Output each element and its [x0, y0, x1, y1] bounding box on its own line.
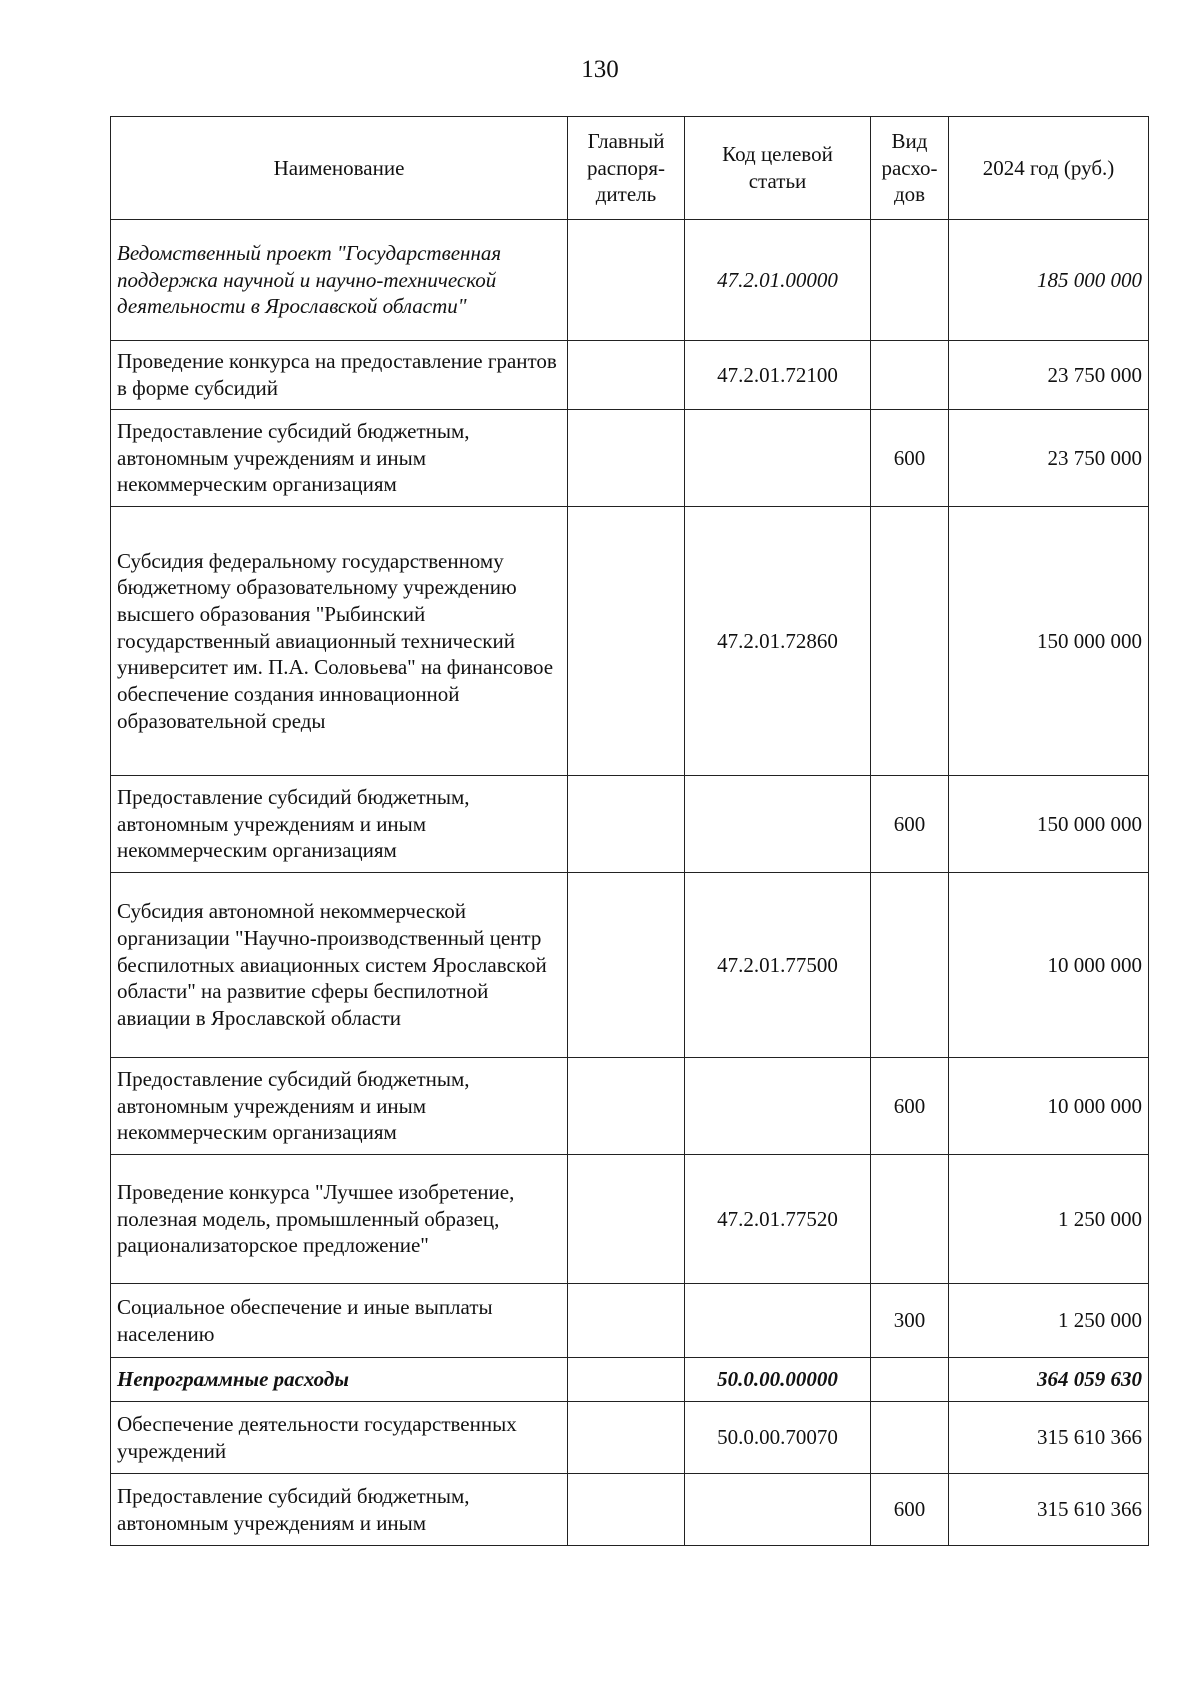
row-name: Обеспечение деятельности государственных учреждений: [111, 1402, 568, 1474]
row-name: Проведение конкурса "Лучшее изобретение, полезная модель, промышленный образец, рационализаторское предложение": [111, 1155, 568, 1284]
row-target-code: 47.2.01.72860: [685, 507, 871, 776]
row-main-manager: [568, 873, 685, 1058]
row-expense-kind: 600: [871, 410, 949, 507]
row-amount: 1 250 000: [949, 1284, 1149, 1358]
row-expense-kind: [871, 873, 949, 1058]
row-main-manager: [568, 1358, 685, 1402]
row-expense-kind: [871, 341, 949, 410]
table-row: [111, 1155, 1149, 1284]
row-name: Субсидия автономной некоммерческой организации "Научно-производственный центр беспилотных авиационных систем Ярославской области" на развитие сферы беспилотной авиации в Ярославской области: [111, 873, 568, 1058]
header-name: Наименование: [111, 117, 568, 220]
row-expense-kind: 600: [871, 1058, 949, 1155]
row-target-code: [685, 776, 871, 873]
row-main-manager: [568, 1058, 685, 1155]
row-main-manager: [568, 410, 685, 507]
row-main-manager: [568, 1402, 685, 1474]
row-name: Предоставление субсидий бюджетным, автономным учреждениям и иным некоммерческим организациям: [111, 410, 568, 507]
row-amount: 364 059 630: [949, 1358, 1149, 1402]
row-name: Социальное обеспечение и иные выплаты населению: [111, 1284, 568, 1358]
row-name: Ведомственный проект "Государственная поддержка научной и научно-технической деятельности в Ярославской области": [111, 220, 568, 341]
row-name: Проведение конкурса на предоставление грантов в форме субсидий: [111, 341, 568, 410]
row-amount: 150 000 000: [949, 776, 1149, 873]
row-main-manager: [568, 507, 685, 776]
row-target-code: 50.0.00.00000: [685, 1358, 871, 1402]
row-main-manager: [568, 1284, 685, 1358]
header-amount-2024: 2024 год (руб.): [949, 117, 1149, 220]
header-expense-kind: Вид расхо-дов: [871, 117, 949, 220]
row-amount: 315 610 366: [949, 1402, 1149, 1474]
row-expense-kind: 300: [871, 1284, 949, 1358]
row-name: Предоставление субсидий бюджетным, автономным учреждениям и иным некоммерческим организациям: [111, 1058, 568, 1155]
row-expense-kind: 600: [871, 776, 949, 873]
row-main-manager: [568, 220, 685, 341]
row-amount: 10 000 000: [949, 1058, 1149, 1155]
row-main-manager: [568, 341, 685, 410]
row-target-code: [685, 410, 871, 507]
table-row: [111, 1402, 1149, 1474]
row-main-manager: [568, 1155, 685, 1284]
row-target-code: [685, 1284, 871, 1358]
row-expense-kind: 600: [871, 1474, 949, 1546]
row-main-manager: [568, 776, 685, 873]
row-amount: 185 000 000: [949, 220, 1149, 341]
table-row: [111, 1058, 1149, 1155]
row-expense-kind: [871, 507, 949, 776]
table-row: [111, 410, 1149, 507]
row-name: Непрограммные расходы: [111, 1358, 568, 1402]
header-main-manager: Главный распоря-дитель: [568, 117, 685, 220]
row-target-code: [685, 1474, 871, 1546]
row-target-code: 47.2.01.00000: [685, 220, 871, 341]
table-row: [111, 1474, 1149, 1546]
row-name: Предоставление субсидий бюджетным, автономным учреждениям и иным: [111, 1474, 568, 1546]
row-amount: 150 000 000: [949, 507, 1149, 776]
row-expense-kind: [871, 1402, 949, 1474]
row-name: Субсидия федеральному государственному бюджетному образовательному учреждению высшего образования "Рыбинский государственный авиационный технический университет им. П.А. Соловьева" на финансовое обеспечение создания инновационной образовательной среды: [111, 507, 568, 776]
row-expense-kind: [871, 220, 949, 341]
table-row: [111, 1284, 1149, 1358]
table-row: [111, 220, 1149, 341]
row-target-code: 47.2.01.77520: [685, 1155, 871, 1284]
row-amount: 1 250 000: [949, 1155, 1149, 1284]
table-row: [111, 776, 1149, 873]
row-expense-kind: [871, 1155, 949, 1284]
table-header-row: [111, 117, 1149, 220]
table-row: [111, 873, 1149, 1058]
budget-table: [110, 116, 1149, 1546]
row-amount: 315 610 366: [949, 1474, 1149, 1546]
row-expense-kind: [871, 1358, 949, 1402]
row-name: Предоставление субсидий бюджетным, автономным учреждениям и иным некоммерческим организациям: [111, 776, 568, 873]
page-number: 130: [581, 56, 619, 83]
table-row: [111, 341, 1149, 410]
row-target-code: 50.0.00.70070: [685, 1402, 871, 1474]
row-amount: 23 750 000: [949, 410, 1149, 507]
table-row: [111, 1358, 1149, 1402]
row-target-code: 47.2.01.77500: [685, 873, 871, 1058]
row-target-code: 47.2.01.72100: [685, 341, 871, 410]
row-amount: 10 000 000: [949, 873, 1149, 1058]
row-amount: 23 750 000: [949, 341, 1149, 410]
row-main-manager: [568, 1474, 685, 1546]
table-row: [111, 507, 1149, 776]
header-target-code: Код целевой статьи: [685, 117, 871, 220]
row-target-code: [685, 1058, 871, 1155]
